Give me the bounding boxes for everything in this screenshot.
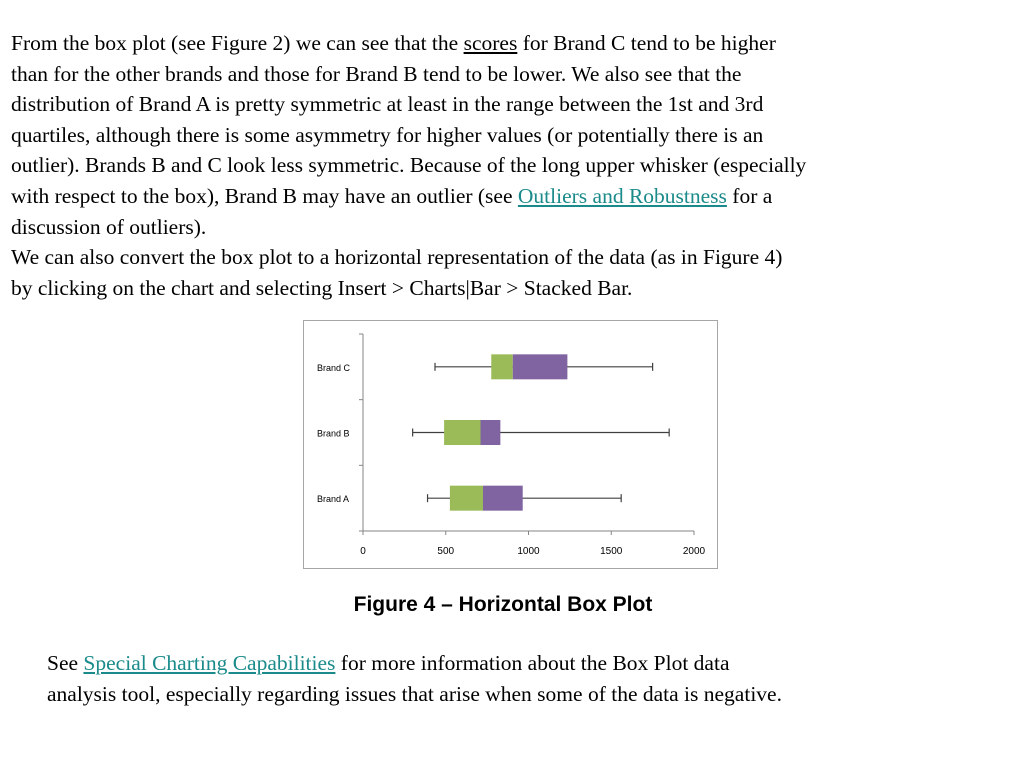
text-line: [11, 181, 1011, 212]
upper-quartile-box: [513, 354, 568, 379]
text-line: discussion of outliers).: [11, 214, 207, 239]
x-tick-label: 0: [360, 546, 366, 557]
text-span: for Brand C tend to be higher: [517, 31, 776, 55]
text-span: with respect to the box), Brand B may have an outlier (see: [11, 183, 518, 208]
x-tick-label: 1500: [600, 546, 623, 557]
chart-svg: [304, 321, 719, 570]
upper-quartile-box: [481, 420, 501, 445]
category-label: Brand C: [317, 362, 351, 373]
text-line: [11, 28, 1011, 59]
text-line: We can also convert the box plot to a horizontal representation of the data (as in Figure 4): [11, 245, 783, 269]
lower-quartile-box: [491, 354, 513, 379]
text-line: outlier). Brands B and C look less symmetric. Because of the long upper whisker (especially: [11, 153, 807, 178]
lower-quartile-box: [444, 420, 480, 445]
text-span: From the box plot (see Figure 2) we can see that the: [11, 31, 464, 55]
horizontal-box-plot-chart: [303, 320, 718, 569]
text-line: by clicking on the chart and selecting Insert > Charts|Bar > Stacked Bar.: [11, 275, 633, 300]
lower-quartile-box: [450, 486, 483, 511]
figure-caption: Figure 4 – Horizontal Box Plot: [353, 593, 653, 616]
text-span: See: [47, 651, 84, 675]
x-tick-label: 500: [437, 546, 455, 557]
paragraph-see-also: [47, 648, 1007, 709]
paragraph-convert-instructions: [11, 242, 1011, 303]
text-line: [47, 648, 1007, 679]
special-charting-link[interactable]: Special Charting Capabilities: [83, 651, 336, 675]
text-line: quartiles, although there is some asymmetry for higher values (or potentially there is an: [11, 122, 764, 147]
text-line: analysis tool, especially regarding issues that arise when some of the data is negative.: [47, 681, 782, 706]
category-label: Brand B: [317, 428, 350, 439]
upper-quartile-box: [483, 486, 523, 511]
text-span: for more information about the Box Plot data: [335, 651, 730, 675]
text-line: than for the other brands and those for Brand B tend to be lower. We also see that the: [11, 61, 742, 86]
x-tick-label: 2000: [682, 546, 706, 557]
text-line: distribution of Brand A is pretty symmetric at least in the range between the 1st and 3rd: [11, 92, 764, 117]
category-label: Brand A: [317, 494, 350, 505]
x-tick-label: 1000: [517, 546, 540, 557]
paragraph-box-plot-discussion: [11, 28, 1011, 242]
text-span: for a: [726, 183, 773, 208]
scores-link[interactable]: scores: [463, 31, 518, 55]
outliers-robustness-link[interactable]: Outliers and Robustness: [517, 183, 727, 208]
